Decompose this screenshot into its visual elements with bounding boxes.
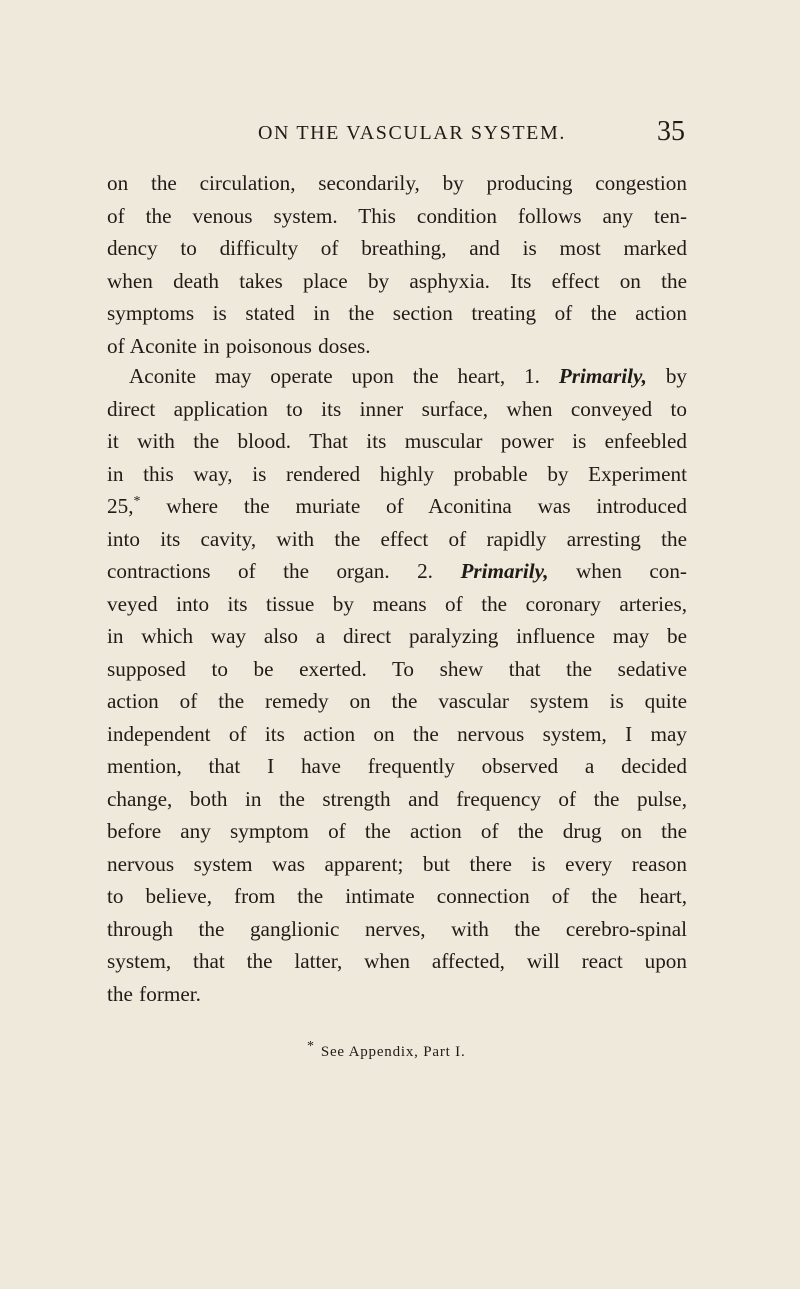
text-line: of Aconite in poisonous doses. [107,333,371,358]
text-line: through the ganglionic nerves, with the cerebro-spinal [107,916,687,941]
text-line: on the circulation, secondarily, by producing congestion [107,171,687,195]
paragraph-2 [107,360,687,1010]
footnote [307,1039,466,1061]
text-line: in which way also a direct paralyzing influence may be [107,624,687,648]
text-line: action of the remedy on the vascular system is quite [107,689,687,713]
text-line: symptoms is stated in the section treating of the action [107,301,687,325]
text-segment: by [646,364,688,388]
text-line: the former. [107,981,201,1006]
running-head [0,116,800,156]
text-line [107,360,687,393]
text-segment: contractions of the organ. 2. [107,559,461,583]
running-title: ON THE VASCULAR SYSTEM. [258,122,566,144]
text-segment: 25, [107,494,134,518]
text-line: independent of its action on the nervous system, I may [107,721,687,746]
text-line [107,490,687,523]
text-line: when death takes place by asphyxia. Its effect on the [107,268,687,293]
text-line: of the venous system. This condition follows any ten- [107,203,687,228]
footnote-reference: * [133,493,141,509]
text-line: it with the blood. That its muscular power is enfeebled [107,429,687,453]
text-line: supposed to be exerted. To shew that the sedative [107,656,687,681]
text-line: to believe, from the intimate connection of the heart, [107,884,687,908]
text-line: mention, that I have frequently observed a decided [107,754,687,778]
paragraph-2-text [107,360,687,1010]
emphasis-primarily: Primarily, [558,364,647,388]
text-line: nervous system was apparent; but there is every reason [107,851,687,876]
text-line: veyed into its tissue by means of the coronary arteries, [107,591,687,616]
text-line: direct application to its inner surface, when conveyed to [107,396,687,421]
text-line: dency to difficulty of breathing, and is most marked [107,236,687,260]
text-segment: when con- [548,559,687,583]
emphasis-primarily: Primarily, [460,559,549,583]
text-segment: Aconite may operate upon the heart, 1. [129,364,559,388]
text-line: into its cavity, with the effect of rapidly arresting the [107,526,687,551]
paragraph-1-text [107,167,687,362]
text-line: in this way, is rendered highly probable by Experiment [107,461,687,486]
page-number: 35 [657,116,685,147]
text-line [107,555,687,588]
text-segment: where the muriate of Aconitina was introduced [140,494,687,518]
paragraph-1 [107,167,687,362]
text-line: system, that the latter, when affected, will react upon [107,949,687,973]
text-line: change, both in the strength and frequency of the pulse, [107,786,687,811]
footnote-text: See Appendix, Part I. [320,1044,466,1060]
footnote-mark: * [307,1039,315,1054]
text-line: before any symptom of the action of the drug on the [107,819,687,843]
